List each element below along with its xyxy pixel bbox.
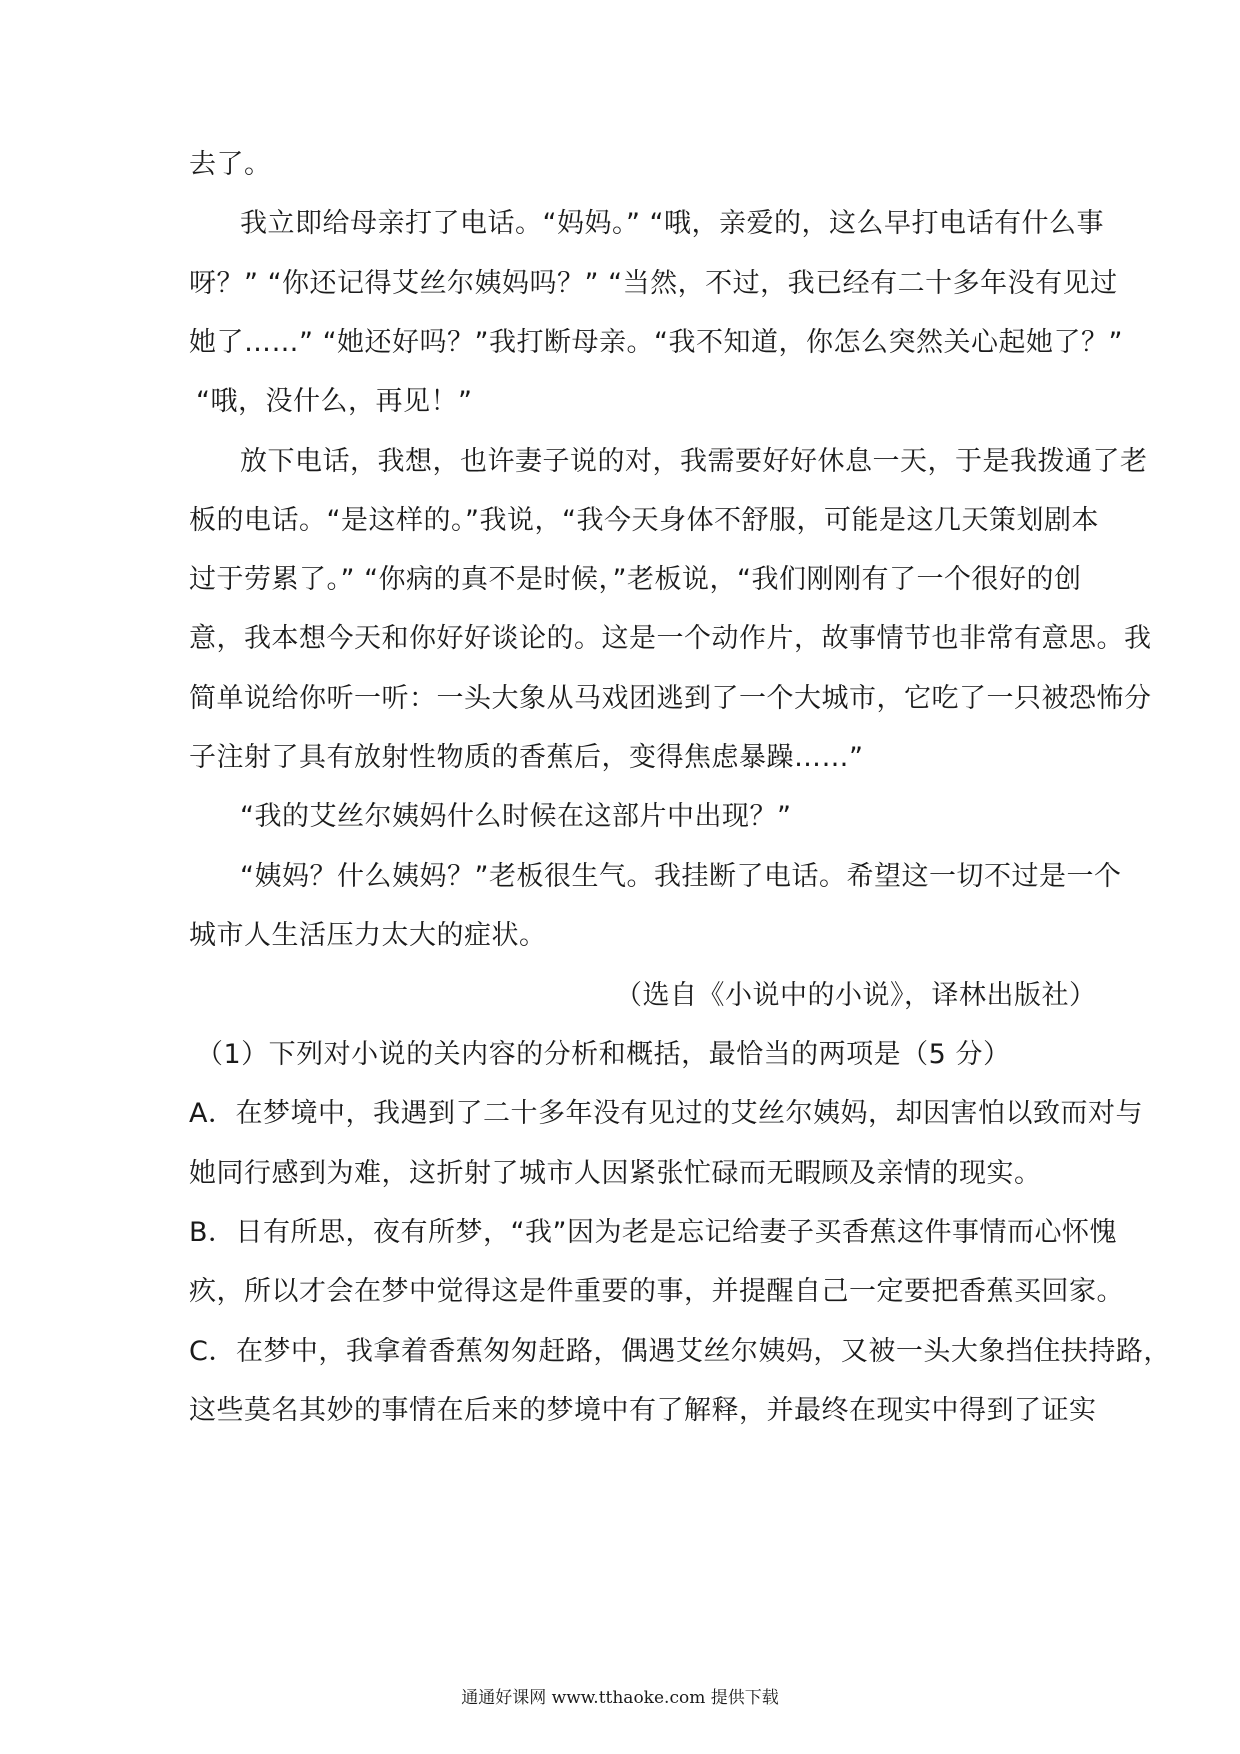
text-line-10: 简单说给你听一听：一头大象从马戏团逃到了一个大城市，它吃了一只被恐怖分 [189, 683, 1152, 714]
option-a-line-2: 她同行感到为难，这折射了城市人因紧张忙碌而无暇顾及亲情的现实。 [189, 1158, 1042, 1189]
text-line-14: 城市人生活压力太大的症状。 [189, 920, 547, 951]
text-line-7: 板的电话。“是这样的。”我说，“我今天身体不舒服，可能是这几天策划剧本 [189, 505, 1099, 536]
text-line-4: 她了……” “她还好吗？”我打断母亲。“我不知道，你怎么突然关心起她了？” [189, 327, 1124, 358]
option-b-line-1: B．日有所思，夜有所梦，“我”因为老是忘记给妻子买香蕉这件事情而心怀愧 [189, 1217, 1117, 1248]
text-line-9: 意，我本想今天和你好好谈论的。这是一个动作片，故事情节也非常有意思。我 [189, 623, 1152, 654]
page-footer: 通通好课网 www.tthaoke.com 提供下载 [461, 1688, 779, 1708]
text-line-2: 我立即给母亲打了电话。“妈妈。” “哦，亲爱的，这么早打电话有什么事 [240, 208, 1105, 239]
text-line-12: “我的艾丝尔姨妈什么时候在这部片中出现？” [240, 801, 792, 832]
text-line-13: “姨妈？什么姨妈？”老板很生气。我挂断了电话。希望这一切不过是一个 [240, 861, 1122, 892]
text-line-3: 呀？” “你还记得艾丝尔姨妈吗？” “当然，不过，我已经有二十多年没有见过 [189, 268, 1118, 299]
text-line-11: 子注射了具有放射性物质的香蕉后，变得焦虑暴躁……” [189, 742, 864, 773]
option-a-line-1: A．在梦境中，我遇到了二十多年没有见过的艾丝尔姨妈，却因害怕以致而对与 [189, 1098, 1143, 1129]
source-citation: （选自《小说中的小说》，译林出版社） [615, 980, 1097, 1011]
option-b-line-2: 疚，所以才会在梦中觉得这是件重要的事，并提醒自己一定要把香蕉买回家。 [189, 1276, 1124, 1307]
question-prompt: （1）下列对小说的关内容的分析和概括，最恰当的两项是（5 分） [196, 1039, 1011, 1070]
option-c-line-2: 这些莫名其妙的事情在后来的梦境中有了解释，并最终在现实中得到了证实 [189, 1395, 1097, 1426]
text-line-1: 去了。 [189, 149, 272, 180]
option-c-line-1: C．在梦中，我拿着香蕉匆匆赶路，偶遇艾丝尔姨妈，又被一头大象挡住扶持路， [189, 1336, 1171, 1367]
text-line-6: 放下电话，我想，也许妻子说的对，我需要好好休息一天，于是我拨通了老 [240, 446, 1148, 477]
text-line-5: “哦，没什么，再见！” [196, 386, 473, 417]
text-line-8: 过于劳累了。” “你病的真不是时候，”老板说，“我们刚刚有了一个很好的创 [189, 564, 1082, 595]
